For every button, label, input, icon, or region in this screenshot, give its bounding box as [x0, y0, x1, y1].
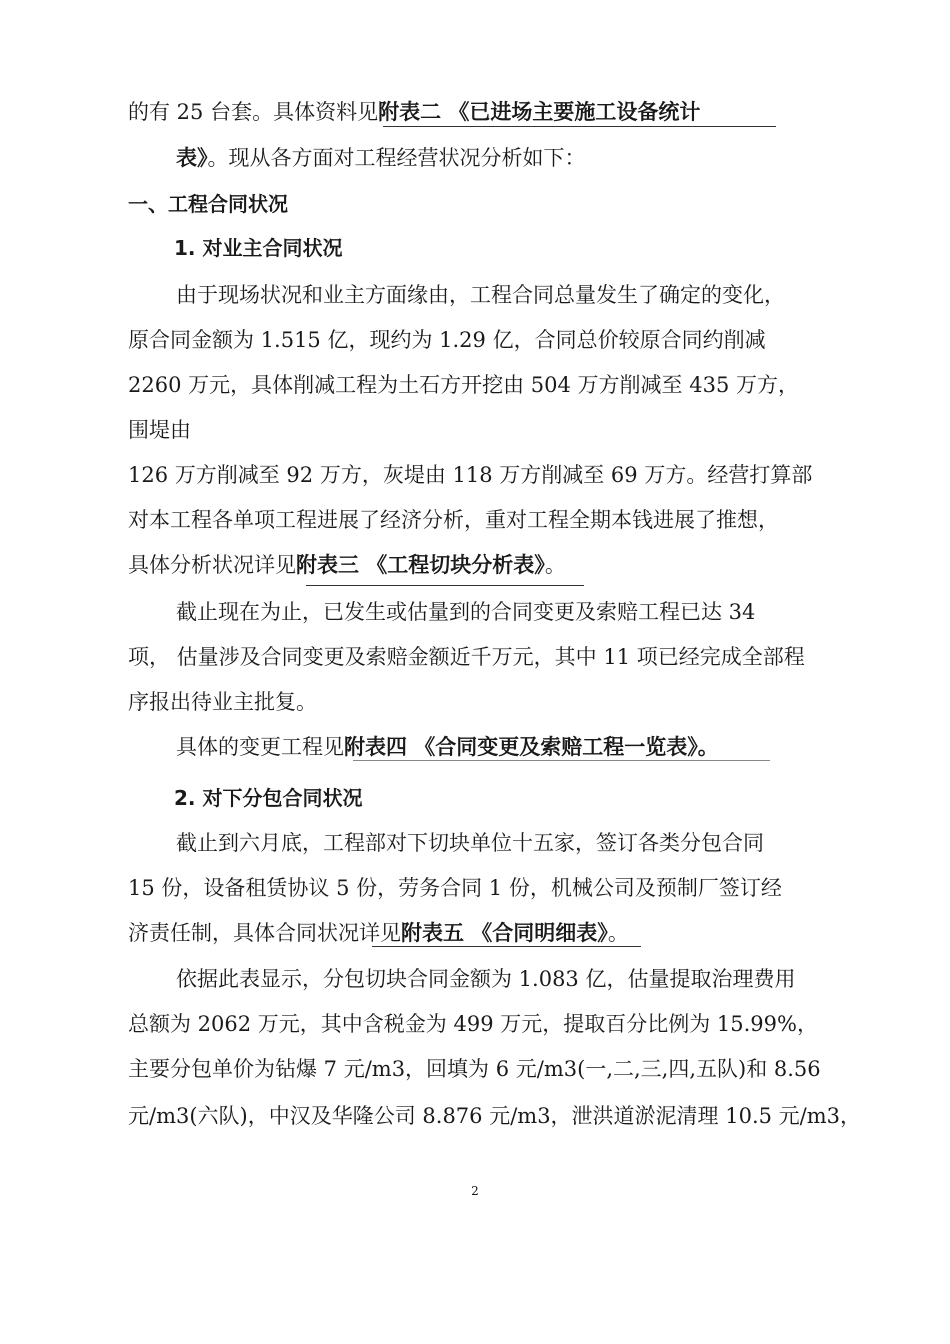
- body-line: 2260 万元，具体削减工程为土石方开挖由 504 万方削减至 435 万方，: [128, 373, 799, 397]
- body-text: 具体的变更工程见: [176, 735, 344, 759]
- body-text: 。现从各方面对工程经营状况分析如下：: [207, 146, 586, 170]
- body-text: 具体分析状况详见: [128, 553, 296, 577]
- body-line: 序报出待业主批复。: [128, 690, 317, 714]
- body-text: 。: [544, 553, 566, 577]
- body-line: 项， 估量涉及合同变更及索赔金额近千万元，其中 11 项已经完成全部程: [128, 645, 805, 669]
- body-line: 主要分包单价为钻爆 7 元/m3，回填为 6 元/m3(一,二,三,四,五队)和 8.56: [128, 1057, 821, 1081]
- body-line: [128, 97, 700, 127]
- body-line: 围堤由: [128, 418, 191, 442]
- body-line: [128, 918, 629, 948]
- body-text: 济责任制，具体合同状况详见: [128, 921, 401, 945]
- body-text: 。: [607, 921, 629, 945]
- appendix-ref: 附表二 《已进场主要施工设备统计: [378, 100, 701, 124]
- body-line: [176, 732, 719, 762]
- appendix-ref: 附表五 《合同明细表》: [401, 921, 608, 945]
- body-line: 由于现场状况和业主方面缘由，工程合同总量发生了确定的变化，: [176, 283, 785, 307]
- body-line: [176, 143, 586, 173]
- subsection-heading: 1. 对业主合同状况: [174, 236, 343, 260]
- underline: [383, 126, 776, 127]
- underline: [372, 946, 641, 947]
- body-line: 原合同金额为 1.515 亿，现约为 1.29 亿，合同总价较原合同约削减: [128, 328, 766, 352]
- page-number: 2: [471, 1184, 479, 1198]
- appendix-ref: 表》: [176, 146, 208, 170]
- body-line: 总额为 2062 万元，其中含税金为 499 万元，提取百分比例为 15.99%，: [128, 1012, 818, 1036]
- appendix-ref: 附表四 《合同变更及索赔工程一览表》。: [344, 735, 719, 759]
- subsection-heading: 2. 对下分包合同状况: [174, 786, 363, 810]
- underline: [353, 760, 770, 761]
- body-line: 截止到六月底，工程部对下切块单位十五家，签订各类分包合同: [176, 831, 764, 855]
- body-line: 元/m3(六队)，中汉及华隆公司 8.876 元/m3，泄洪道淤泥清理 10.5 元/m3，: [128, 1104, 862, 1128]
- body-line: 126 万方削减至 92 万方，灰堤由 118 万方削减至 69 万方。经营打算部: [128, 463, 813, 487]
- body-line: 截止现在为止，已发生或估量到的合同变更及索赔工程已达 34: [176, 600, 756, 624]
- body-line: 15 份，设备租赁协议 5 份，劳务合同 1 份，机械公司及预制厂签订经: [128, 876, 782, 900]
- appendix-ref: 附表三 《工程切块分析表》: [296, 553, 545, 577]
- body-line: 依据此表显示，分包切块合同金额为 1.083 亿，估量提取治理费用: [176, 967, 796, 991]
- body-line: 对本工程各单项工程进展了经济分析，重对工程全期本钱进展了推想，: [128, 508, 779, 532]
- body-line: [128, 550, 566, 580]
- body-text: 的有 25 台套。具体资料见: [128, 100, 379, 124]
- underline: [306, 585, 584, 586]
- section-heading: 一、工程合同状况: [128, 192, 288, 216]
